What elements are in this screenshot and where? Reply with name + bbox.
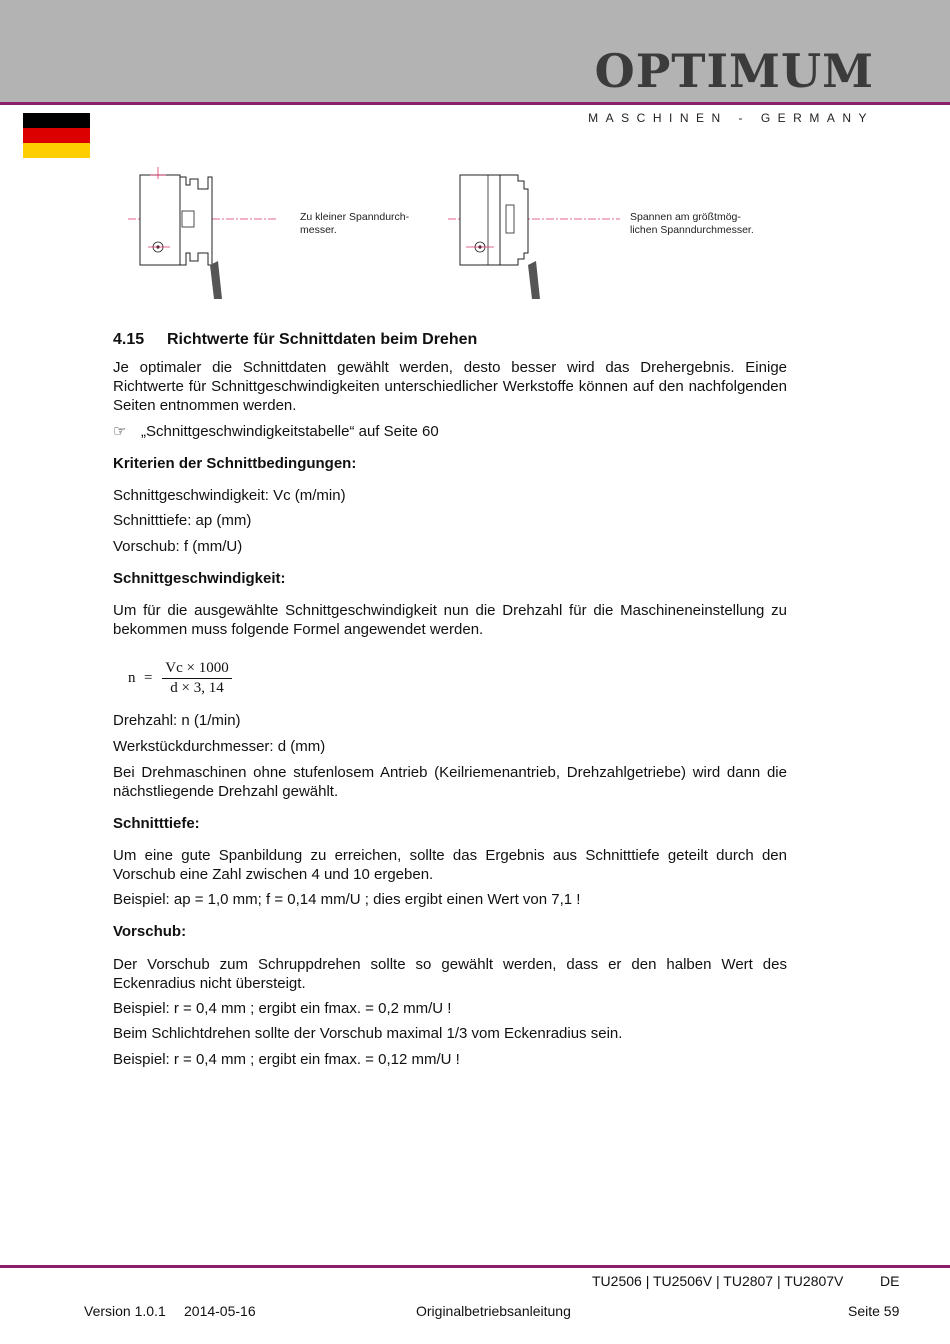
speed-note: Bei Drehmaschinen ohne stufenlosem Antrieb (Keilriemenantrieb, Drehzahlgetriebe) wird dann die nächstliegende Drehzahl gewählt. xyxy=(113,764,787,800)
footer-date: 2014-05-16 xyxy=(184,1303,256,1319)
feed-paragraph: Der Vorschub zum Schruppdrehen sollte so gewählt werden, dass er den halben Wert des Eckenradius nicht übersteigt. xyxy=(113,956,787,992)
criteria-item: Schnitttiefe: ap (mm) xyxy=(113,512,252,529)
feed-example: Beispiel: r = 0,4 mm ; ergibt ein fmax. = 0,2 mm/U ! xyxy=(113,1000,452,1017)
pointing-hand-icon: ☞ xyxy=(113,423,127,440)
formula-numerator: Vc × 1000 xyxy=(162,660,232,679)
feed-example: Beispiel: r = 0,4 mm ; ergibt ein fmax. = 0,12 mm/U ! xyxy=(113,1051,460,1068)
figure-caption: Zu kleiner Spanndurch- messer. xyxy=(300,211,410,236)
footer-document: Originalbetriebsanleitung xyxy=(416,1303,571,1319)
formula-equals: = xyxy=(144,670,153,686)
chuck-diagram-large-diameter xyxy=(448,165,628,305)
criteria-heading: Kriterien der Schnittbedingungen: xyxy=(113,455,357,472)
feed-heading: Vorschub: xyxy=(113,923,187,940)
brand-logo: OPTIMUM xyxy=(594,44,874,98)
footer-version: Version 1.0.1 xyxy=(84,1303,166,1319)
figure-caption: Spannen am größtmög- lichen Spanndurchmesser. xyxy=(630,211,754,236)
definition-item: Drehzahl: n (1/min) xyxy=(113,712,241,729)
speed-heading: Schnittgeschwindigkeit: xyxy=(113,570,286,587)
depth-example: Beispiel: ap = 1,0 mm; f = 0,14 mm/U ; dies ergibt einen Wert von 7,1 ! xyxy=(113,891,581,908)
cross-reference-text[interactable]: „Schnittgeschwindigkeitstabelle“ auf Seite 60 xyxy=(141,423,439,440)
formula-denominator: d × 3, 14 xyxy=(170,680,224,696)
footer-rule xyxy=(0,1265,950,1268)
speed-paragraph: Um für die ausgewählte Schnittgeschwindigkeit nun die Drehzahl für die Maschineneinstellung zu bekommen muss folgende Formel angewendet werden. xyxy=(113,602,787,638)
section-heading xyxy=(113,331,477,349)
depth-heading: Schnitttiefe: xyxy=(113,815,200,832)
section-number: 4.15 xyxy=(113,331,145,348)
criteria-item: Vorschub: f (mm/U) xyxy=(113,538,243,555)
footer-models: TU2506 | TU2506V | TU2807 | TU2807V xyxy=(592,1273,844,1289)
feed-paragraph-2: Beim Schlichtdrehen sollte der Vorschub maximal 1/3 vom Eckenradius sein. xyxy=(113,1025,623,1042)
header-rule xyxy=(0,102,950,105)
definition-item: Werkstückdurchmesser: d (mm) xyxy=(113,738,326,755)
brand-tagline: MASCHINEN - GERMANY xyxy=(588,111,874,125)
chuck-diagram-small-diameter xyxy=(128,165,288,305)
cross-reference[interactable] xyxy=(113,422,787,441)
depth-paragraph: Um eine gute Spanbildung zu erreichen, sollte das Ergebnis aus Schnitttiefe geteilt durch den Vorschub eine Zahl zwischen 4 und 10 ergeben. xyxy=(113,847,787,883)
intro-paragraph: Je optimaler die Schnittdaten gewählt werden, desto besser wird das Drehergebnis. Einige Richtwerte für Schnittgeschwindigkeiten unterschiedlicher Werkstoffe können auf den nachfolgenden Seiten entnommen werden. xyxy=(113,359,787,414)
german-flag-icon xyxy=(23,113,90,158)
footer-page-number: Seite 59 xyxy=(848,1303,900,1319)
section-title: Richtwerte für Schnittdaten beim Drehen xyxy=(167,331,478,348)
formula-lhs: n xyxy=(128,670,136,686)
footer-language: DE xyxy=(880,1273,900,1289)
criteria-item: Schnittgeschwindigkeit: Vc (m/min) xyxy=(113,487,346,504)
